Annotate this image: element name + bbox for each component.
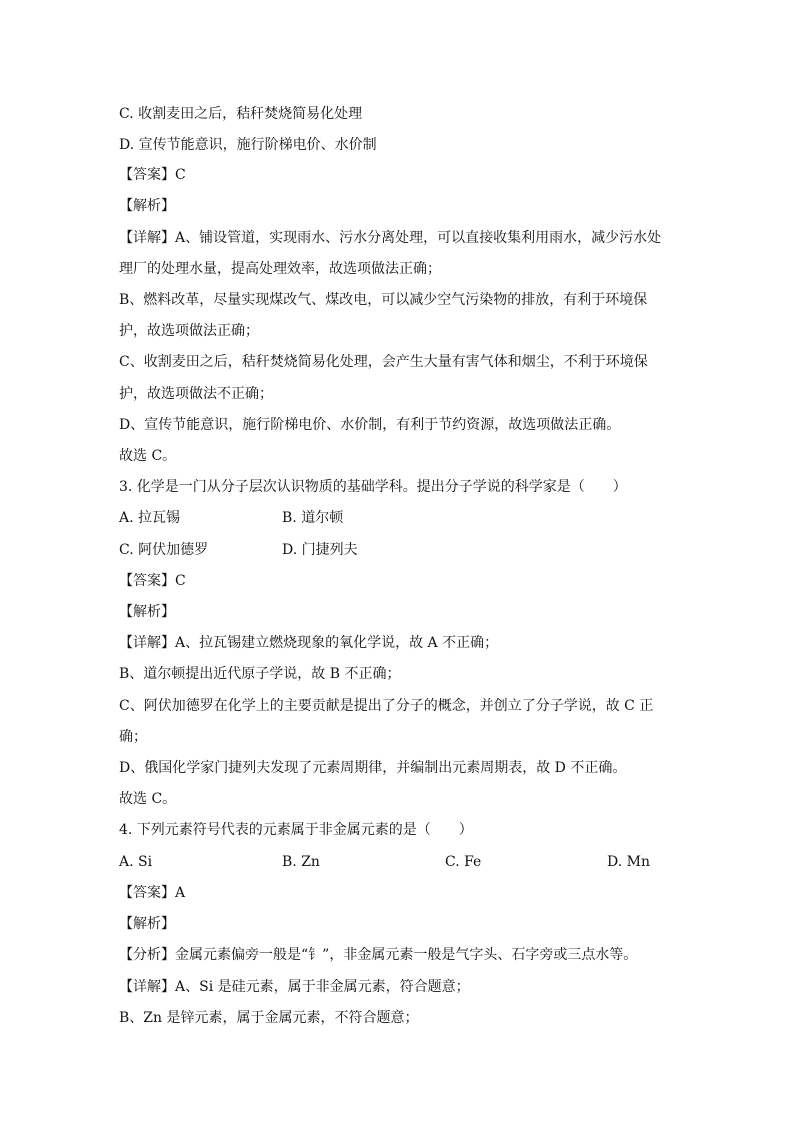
question-3-stem: 3. 化学是一门从分子层次认识物质的基础学科。提出分子学说的科学家是（ ）: [119, 479, 627, 495]
option-d-line: D. 宣传节能意识，施行阶梯电价、水价制: [119, 137, 377, 153]
answer-line: 【答案】A: [119, 885, 186, 901]
explanation-line: C、阿伏加德罗在化学上的主要贡献是提出了分子的概念，并创立了分子学说，故 C 正: [119, 698, 654, 714]
analysis-heading: 【解析】: [119, 604, 175, 620]
question-4-stem: 4. 下列元素符号代表的元素属于非金属元素的是（ ）: [119, 822, 473, 838]
question-3-option-a: A. 拉瓦锡: [119, 510, 181, 526]
explanation-line: C、收割麦田之后，秸秆焚烧简易化处理，会产生大量有害气体和烟尘，不利于环境保: [119, 354, 648, 370]
question-4-option-c: C. Fe: [445, 854, 482, 870]
question-3-option-d: D. 门捷列夫: [282, 542, 358, 558]
explanation-line: 【详解】A、铺设管道，实现雨水、污水分离处理，可以直接收集利用雨水，减少污水处: [119, 230, 662, 246]
explanation-line: D、宣传节能意识，施行阶梯电价、水价制，有利于节约资源，故选项做法正确。: [119, 417, 621, 433]
conclusion-line: 故选 C。: [119, 448, 177, 464]
explanation-line: 【详解】A、Si 是硅元素，属于非金属元素，符合题意；: [119, 979, 470, 995]
explanation-line: B、燃料改革，尽量实现煤改气、煤改电，可以减少空气污染物的排放，有利于环境保: [119, 292, 648, 308]
conclusion-line: 故选 C。: [119, 791, 177, 807]
question-4-option-d: D. Mn: [607, 854, 650, 870]
explanation-line: 护，故选项做法正确；: [119, 323, 259, 339]
question-3-option-b: B. 道尔顿: [282, 510, 344, 526]
question-3-option-c: C. 阿伏加德罗: [119, 542, 209, 558]
question-4-option-a: A. Si: [119, 854, 153, 870]
question-4-option-b: B. Zn: [282, 854, 320, 870]
analysis-line: 【分析】金属元素偏旁一般是“钅”，非金属元素一般是气字头、石字旁或三点水等。: [119, 947, 638, 963]
explanation-line: B、道尔顿提出近代原子学说，故 B 不正确；: [119, 666, 401, 682]
explanation-line: D、俄国化学家门捷列夫发现了元素周期律，并编制出元素周期表，故 D 不正确。: [119, 760, 627, 776]
analysis-heading: 【解析】: [119, 916, 175, 932]
explanation-line: 【详解】A、拉瓦锡建立燃烧现象的氧化学说，故 A 不正确；: [119, 635, 499, 651]
analysis-heading: 【解析】: [119, 198, 175, 214]
explanation-line: 护，故选项做法不正确；: [119, 386, 273, 402]
explanation-line: 理厂的处理水量，提高处理效率，故选项做法正确；: [119, 261, 441, 277]
option-c-line: C. 收割麦田之后，秸秆焚烧简易化处理: [119, 106, 363, 122]
answer-line: 【答案】C: [119, 573, 186, 589]
explanation-line: B、Zn 是锌元素，属于金属元素，不符合题意；: [119, 1010, 419, 1026]
answer-line: 【答案】C: [119, 167, 186, 183]
explanation-line: 确；: [119, 729, 147, 745]
